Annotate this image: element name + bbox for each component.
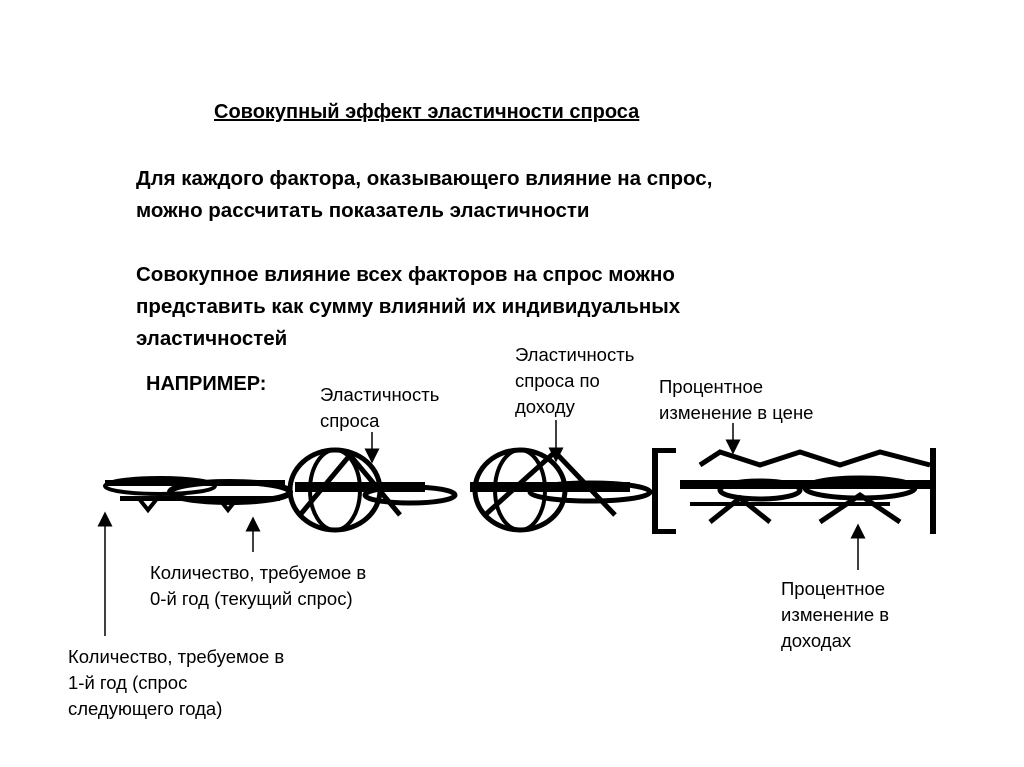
label-income-change: Процентное изменение в доходах: [781, 578, 890, 651]
label-income-elasticity: Эластичность спроса по доходу: [515, 344, 635, 417]
label-price-change: Процентное изменение в цене: [659, 376, 814, 423]
paragraph-text: Для каждого фактора, оказывающего влияние на спрос, можно рассчитать показатель эластичности: [136, 167, 713, 222]
label-quantity-year1: Количество, требуемое в 1-й год (спрос следующего года): [68, 646, 285, 719]
garbled-formula-image: [100, 440, 940, 540]
slide-title: Совокупный эффект эластичности спроса: [214, 101, 640, 123]
paragraph-combined-effect: [136, 259, 680, 355]
example-label: НАПРИМЕР:: [146, 373, 267, 395]
label-quantity-year0: Количество, требуемое в 0-й год (текущий спрос): [150, 562, 367, 609]
paragraph-text: Совокупное влияние всех факторов на спрос можно представить как сумму влияний их индивидуальных эластичностей: [136, 263, 681, 350]
label-price-elasticity: Эластичность спроса: [320, 384, 440, 431]
paragraph-factor-elasticity: [136, 163, 712, 227]
